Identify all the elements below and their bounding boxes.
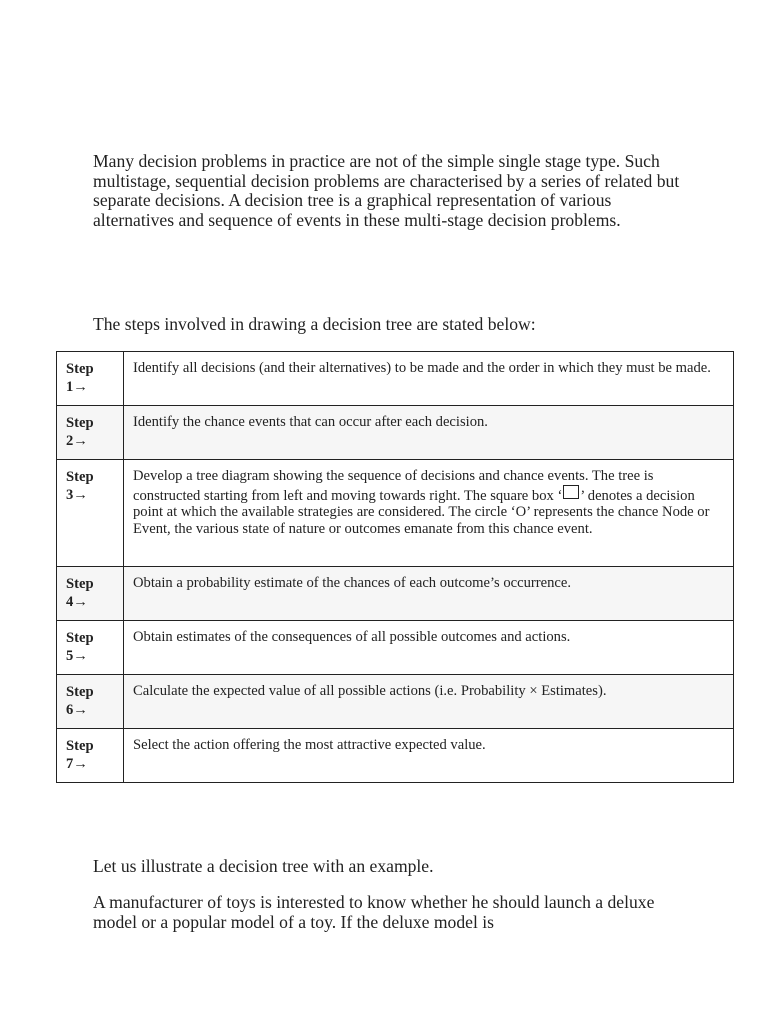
- table-row-step-5: [57, 621, 734, 675]
- decision-square-icon: [563, 485, 579, 499]
- step-label: Step 4→: [57, 567, 124, 621]
- step-description: Obtain a probability estimate of the chances of each outcome’s occurrence.: [124, 567, 734, 621]
- table-row-step-4: [57, 567, 734, 621]
- step-label: Step 3→: [57, 460, 124, 567]
- table-row-step-1: [57, 352, 734, 406]
- intro-paragraph: Many decision problems in practice are not of the simple single stage type. Such multistage, sequential decision problems are characterised by a series of related but separate decisions. A decision tree is a graphical representation of various alternatives and sequence of events in these multi-stage decision problems.: [93, 151, 680, 230]
- step-label: Step 6→: [57, 675, 124, 729]
- step-label: Step 7→: [57, 729, 124, 783]
- step-description: Identify all decisions (and their alternatives) to be made and the order in which they must be made.: [124, 352, 734, 406]
- table-row-step-7: [57, 729, 734, 783]
- step-label: Step 5→: [57, 621, 124, 675]
- step-description: [124, 460, 734, 567]
- step-description-part-1: Develop a tree diagram showing the sequence of decisions and chance events. The tree is constructed starting from left and moving towards right. The square box ‘: [133, 468, 654, 504]
- steps-intro-paragraph: The steps involved in drawing a decision tree are stated below:: [93, 314, 536, 334]
- step-label: Step 1→: [57, 352, 124, 406]
- step-description: Obtain estimates of the consequences of all possible outcomes and actions.: [124, 621, 734, 675]
- steps-table: [56, 351, 734, 783]
- table-row-step-2: [57, 406, 734, 460]
- step-label: Step 2→: [57, 406, 124, 460]
- step-description: Select the action offering the most attractive expected value.: [124, 729, 734, 783]
- table-row-step-6: [57, 675, 734, 729]
- step-description-part-2: ’ denotes a decision point at which the available strategies are considered. The circle ‘O’ represents the chance Node or Event, the various state of nature or outcomes emanate from this chance event.: [133, 487, 710, 537]
- illustrate-paragraph: Let us illustrate a decision tree with an example.: [93, 856, 434, 876]
- example-paragraph: A manufacturer of toys is interested to know whether he should launch a deluxe model or a popular model of a toy. If the deluxe model is: [93, 892, 655, 932]
- table-row-step-3: [57, 460, 734, 567]
- step-description: Identify the chance events that can occur after each decision.: [124, 406, 734, 460]
- step-description: Calculate the expected value of all possible actions (i.e. Probability × Estimates).: [124, 675, 734, 729]
